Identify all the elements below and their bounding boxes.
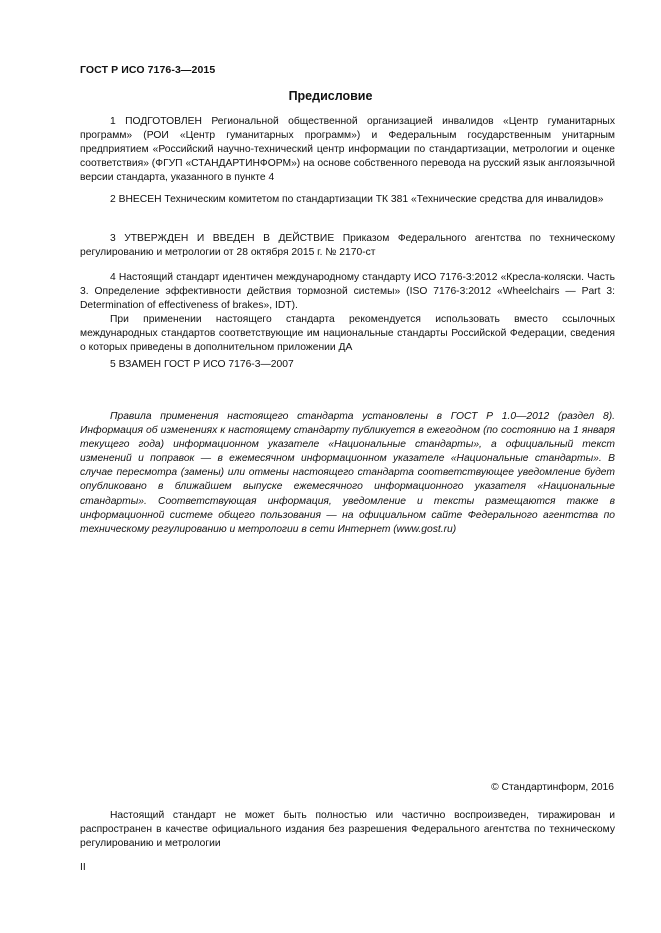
copyright-notice: © Стандартинформ, 2016 [491,782,614,793]
application-rules-notice: Правила применения настоящего стандарта установлены в ГОСТ Р 1.0—2012 (раздел 8). Информация об изменениях к настоящему стандарту публикуется в ежегодном (по состоянию на 1 января текущего года) информационном указателе «Национальные стандарты», а официальный текст изменений и поправок — в ежемесячном информационном указателе «Национальные стандарты». В случае пересмотра (замены) или отмены настоящего стандарта соответствующее уведомление будет опубликовано в ближайшем выпуске ежемесячного информационного указателя «Национальные стандарты». Соответствующая информация, уведомление и тексты размещаются также в информационной системе общего пользования — на официальном сайте Федерального агентства по техническому регулированию и метрологии в сети Интернет (www.gost.ru) [80,411,615,535]
document-code-header: ГОСТ Р ИСО 7176-3—2015 [80,64,216,76]
paragraph-identical-standard: 4 Настоящий стандарт идентичен международному стандарту ИСО 7176-3:2012 «Кресла-коляски. Часть 3. Определение эффективности действия тормозной системы» (ISO 7176-3:2012 «Wheelchairs — Part 3: Determination of effectiveness of brakes», IDT). [80,272,615,312]
paragraph-approved: 3 УТВЕРЖДЕН И ВВЕДЕН В ДЕЙСТВИЕ Приказом Федерального агентства по техническому регулированию и метрологии от 28 октября 2015 г. № 2170-ст [80,233,615,259]
paragraph-prepared-by: 1 ПОДГОТОВЛЕН Региональной общественной организацией инвалидов «Центр гуманитарных программ» (РОИ «Центр гуманитарных программ») и Федеральным государственным унитарным предприятием «Российский научно-технический центр информации по стандартизации, метрологии и оценке соответствия» (ФГУП «СТАНДАРТИНФОРМ») на основе собственного перевода на русский язык англоязычной версии стандарта, указанного в пункте 4 [80,116,615,184]
paragraph-introduced-by: 2 ВНЕСЕН Техническим комитетом по стандартизации ТК 381 «Технические средства для инвалидов» [110,194,604,205]
paragraph-reference-note: При применении настоящего стандарта рекомендуется использовать вместо ссылочных международных стандартов соответствующие им национальные стандарты Российской Федерации, сведения о которых приведены в дополнительном приложении ДА [80,314,615,354]
reproduction-restriction-text: Настоящий стандарт не может быть полностью или частично воспроизведен, тиражирован и распространен в качестве официального издания без разрешения Федерального агентства по техническому регулированию и метрологии [80,810,615,850]
page-title: Предисловие [288,89,373,103]
paragraph-replaces: 5 ВЗАМЕН ГОСТ Р ИСО 7176-3—2007 [110,359,294,370]
page-number: II [80,862,86,873]
